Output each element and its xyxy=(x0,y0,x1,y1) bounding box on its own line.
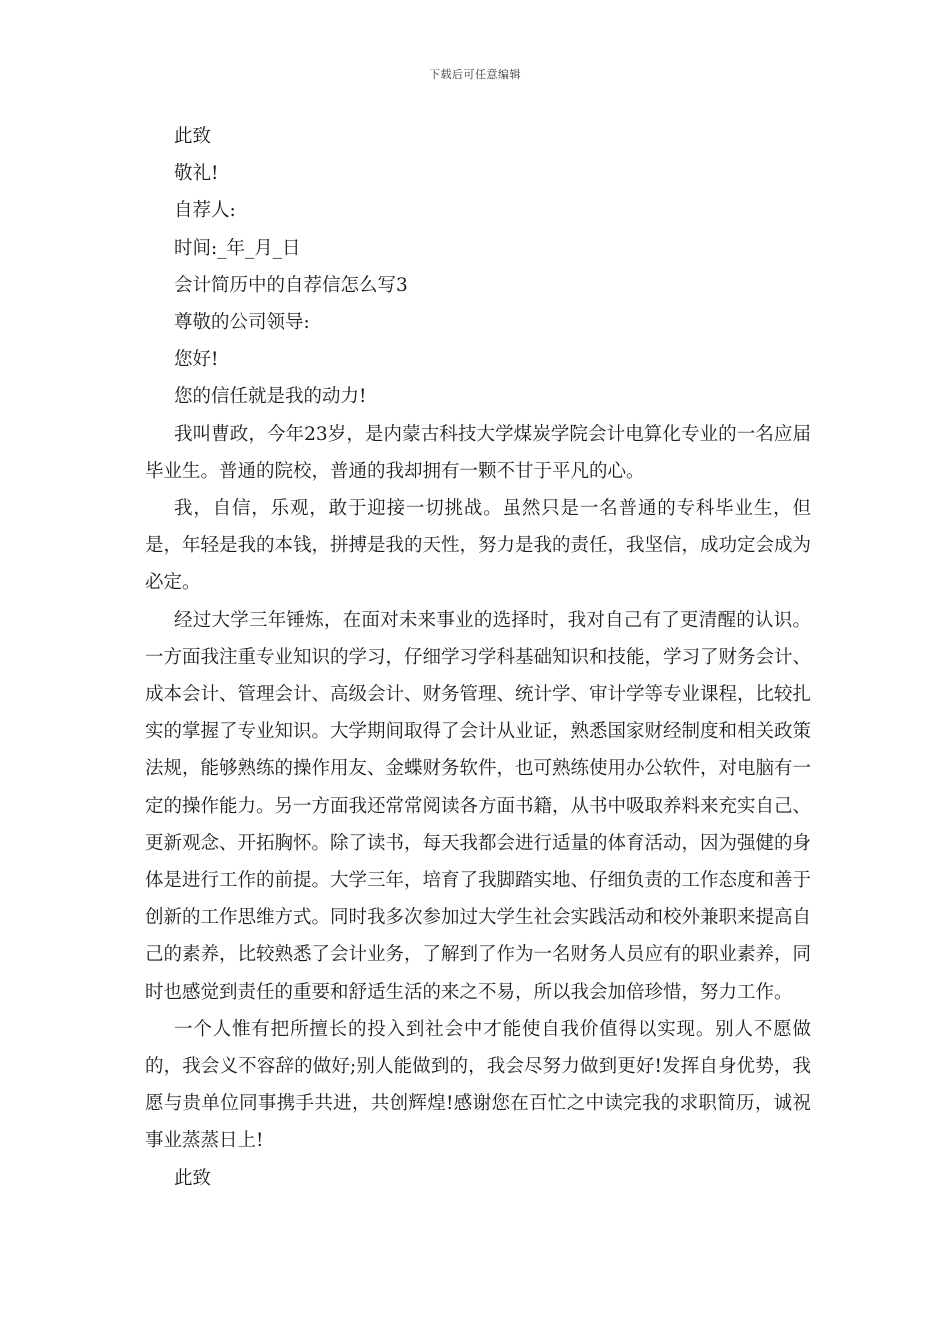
letter-title: 会计简历中的自荐信怎么写3 xyxy=(174,274,408,296)
recommender-line: 自荐人: xyxy=(174,200,236,222)
closing-line-2: 此致 xyxy=(174,1167,212,1189)
paragraph-experience: 经过大学三年锤炼，在面对未来事业的选择时，我对自己有了更清醒的认识。一方面我注重专业知识的学习，仔细学习学科基础知识和技能，学习了财务会计、成本会计、管理会计、高级会计、财务管理、统计学、审计学等专业课程，比较扎实的掌握了专业知识。大学期间取得了会计从业证，熟悉国家财经制度和相关政策法规，能够熟练的操作用友、金蝶财务软件，也可熟练使用办公软件，对电脑有一定的操作能力。另一方面我还常常阅读各方面书籍，从书中吸取养料来充实自己、更新观念、开拓胸怀。除了读书，每天我都会进行适量的体育活动，因为强健的身体是进行工作的前提。大学三年，培育了我脚踏实地、仔细负责的工作态度和善于创新的工作思维方式。同时我多次参加过大学生社会实践活动和校外兼职来提高自己的素养，比较熟悉了会计业务，了解到了作为一名财务人员应有的职业素养，同时也感觉到责任的重要和舒适生活的来之不易，所以我会加倍珍惜，努力工作。 xyxy=(145,609,812,1003)
paragraph-personality: 我，自信，乐观，敢于迎接一切挑战。虽然只是一名普通的专科毕业生，但是，年轻是我的本钱，拼搏是我的天性，努力是我的责任，我坚信，成功定会成为必定。 xyxy=(145,498,812,594)
paragraph-intro: 我叫曹政，今年23岁，是内蒙古科技大学煤炭学院会计电算化专业的一名应届毕业生。普通的院校，普通的我却拥有一颗不甘于平凡的心。 xyxy=(145,423,811,482)
date-line: 时间:_年_月_日 xyxy=(174,237,301,259)
motto-line: 您的信任就是我的动力! xyxy=(174,386,367,408)
addressee-line: 尊敬的公司领导: xyxy=(174,312,310,334)
letter-body xyxy=(145,118,811,1197)
greeting-line: 您好! xyxy=(174,349,219,371)
paragraph-conclusion: 一个人惟有把所擅长的投入到社会中才能使自我价值得以实现。别人不愿做的，我会义不容辞的做好;别人能做到的，我会尽努力做到更好!发挥自身优势，我愿与贵单位同事携手共进，共创辉煌!感谢您在百忙之中读完我的求职简历，诚祝事业蒸蒸日上! xyxy=(145,1018,811,1152)
page-header: 下载后可任意编辑 xyxy=(429,68,521,81)
salute-line: 敬礼! xyxy=(174,163,219,185)
closing-line: 此致 xyxy=(174,126,212,147)
